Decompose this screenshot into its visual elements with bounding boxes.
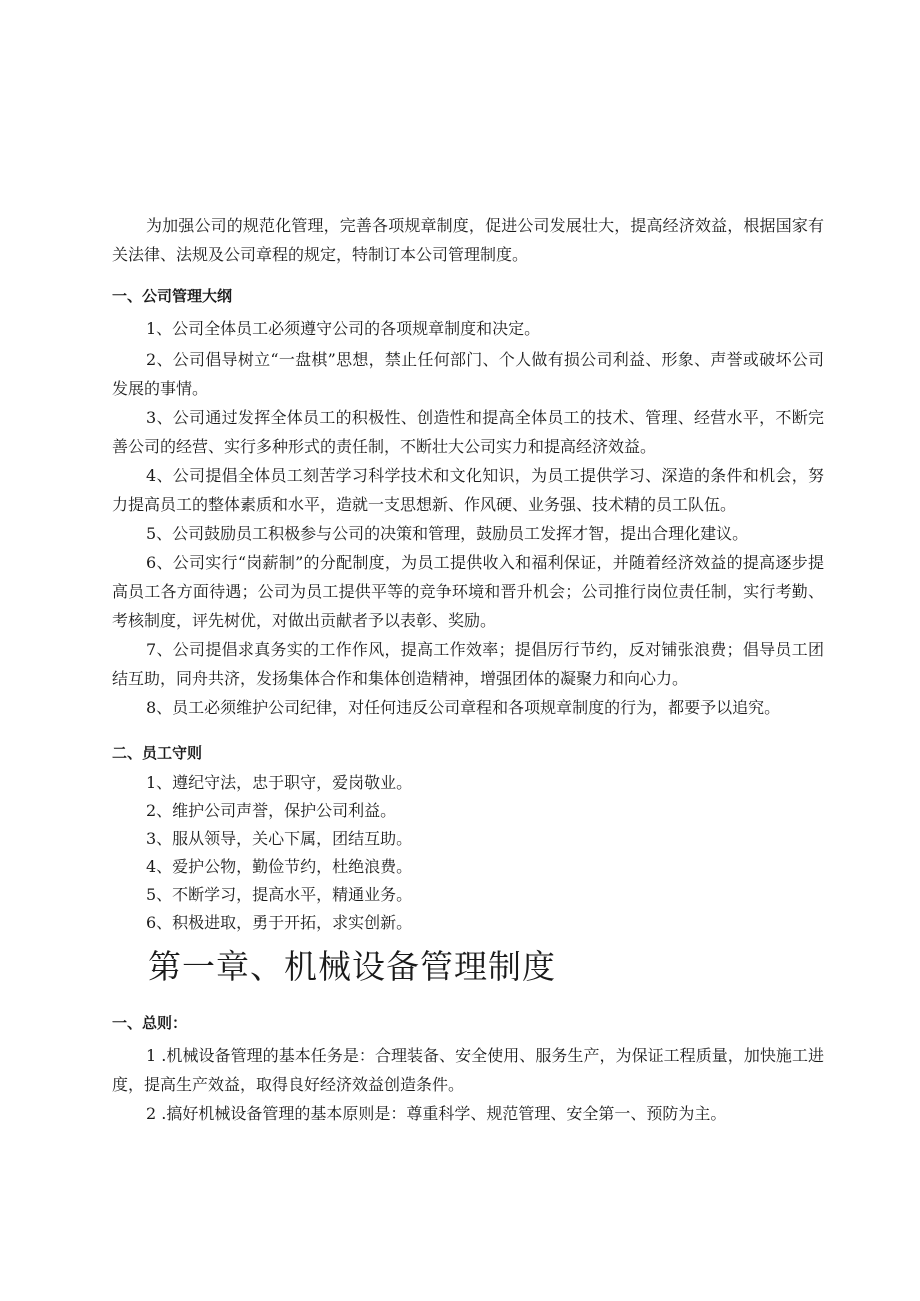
list-item: 8、员工必须维护公司纪律，对任何违反公司章程和各项规章制度的行为，都要予以追究。 xyxy=(146,698,781,717)
list-item: 7、公司提倡求真务实的工作作风，提高工作效率；提倡厉行节约，反对铺张浪费；倡导员工团结互助，同舟共济，发扬集体合作和集体创造精神，增强团体的凝聚力和向心力。 xyxy=(112,640,824,688)
intro-paragraph: 为加强公司的规范化管理，完善各项规章制度，促进公司发展壮大，提高经济效益，根据国家有关法律、法规及公司章程的规定，特制订本公司管理制度。 xyxy=(112,216,824,264)
list-item: 5、不断学习，提高水平，精通业务。 xyxy=(146,885,413,904)
list-item: 3、服从领导，关心下属，团结互助。 xyxy=(146,829,413,848)
section-heading-employee-rules: 二、员工守则 xyxy=(112,744,203,762)
chapter-title: 第一章、机械设备管理制度 xyxy=(148,947,556,986)
employee-rules-list xyxy=(112,769,824,937)
list-item: 3、公司通过发挥全体员工的积极性、创造性和提高全体员工的技术、管理、经营水平，不断完善公司的经营、实行多种形式的责任制，不断壮大公司实力和提高经济效益。 xyxy=(112,408,824,456)
list-item: 6、公司实行“岗薪制”的分配制度，为员工提供收入和福利保证，并随着经济效益的提高逐步提高员工各方面待遇；公司为员工提供平等的竞争环境和晋升机会；公司推行岗位责任制，实行考勤、考核制度，评先树优，对做出贡献者予以表彰、奖励。 xyxy=(112,553,824,630)
list-item: 2、公司倡导树立“一盘棋”思想，禁止任何部门、个人做有损公司利益、形象、声誉或破坏公司发展的事情。 xyxy=(112,350,824,398)
management-outline-list xyxy=(112,314,824,722)
list-item: 2 .搞好机械设备管理的基本原则是：尊重科学、规范管理、安全第一、预防为主。 xyxy=(146,1104,727,1123)
list-item: 6、积极进取，勇于开拓，求实创新。 xyxy=(146,913,413,932)
section-heading-management-outline: 一、公司管理大纲 xyxy=(112,287,233,305)
list-item: 5、公司鼓励员工积极参与公司的决策和管理，鼓励员工发挥才智，提出合理化建议。 xyxy=(146,524,749,543)
chapter-subtitle-general: 一、总则： xyxy=(112,1014,188,1032)
list-item: 4、公司提倡全体员工刻苦学习科学技术和文化知识，为员工提供学习、深造的条件和机会，努力提高员工的整体素质和水平，造就一支思想新、作风硬、业务强、技术精的员工队伍。 xyxy=(112,466,824,514)
general-rules-list xyxy=(112,1041,824,1128)
list-item: 1、遵纪守法，忠于职守，爱岗敬业。 xyxy=(146,773,413,792)
list-item: 4、爱护公物，勤俭节约，杜绝浪费。 xyxy=(146,857,413,876)
list-item: 1、公司全体员工必须遵守公司的各项规章制度和决定。 xyxy=(146,319,541,338)
list-item: 1 .机械设备管理的基本任务是：合理装备、安全使用、服务生产，为保证工程质量，加快施工进度，提高生产效益，取得良好经济效益创造条件。 xyxy=(112,1046,824,1094)
list-item: 2、维护公司声誉，保护公司利益。 xyxy=(146,801,397,820)
document-page xyxy=(112,211,824,1128)
